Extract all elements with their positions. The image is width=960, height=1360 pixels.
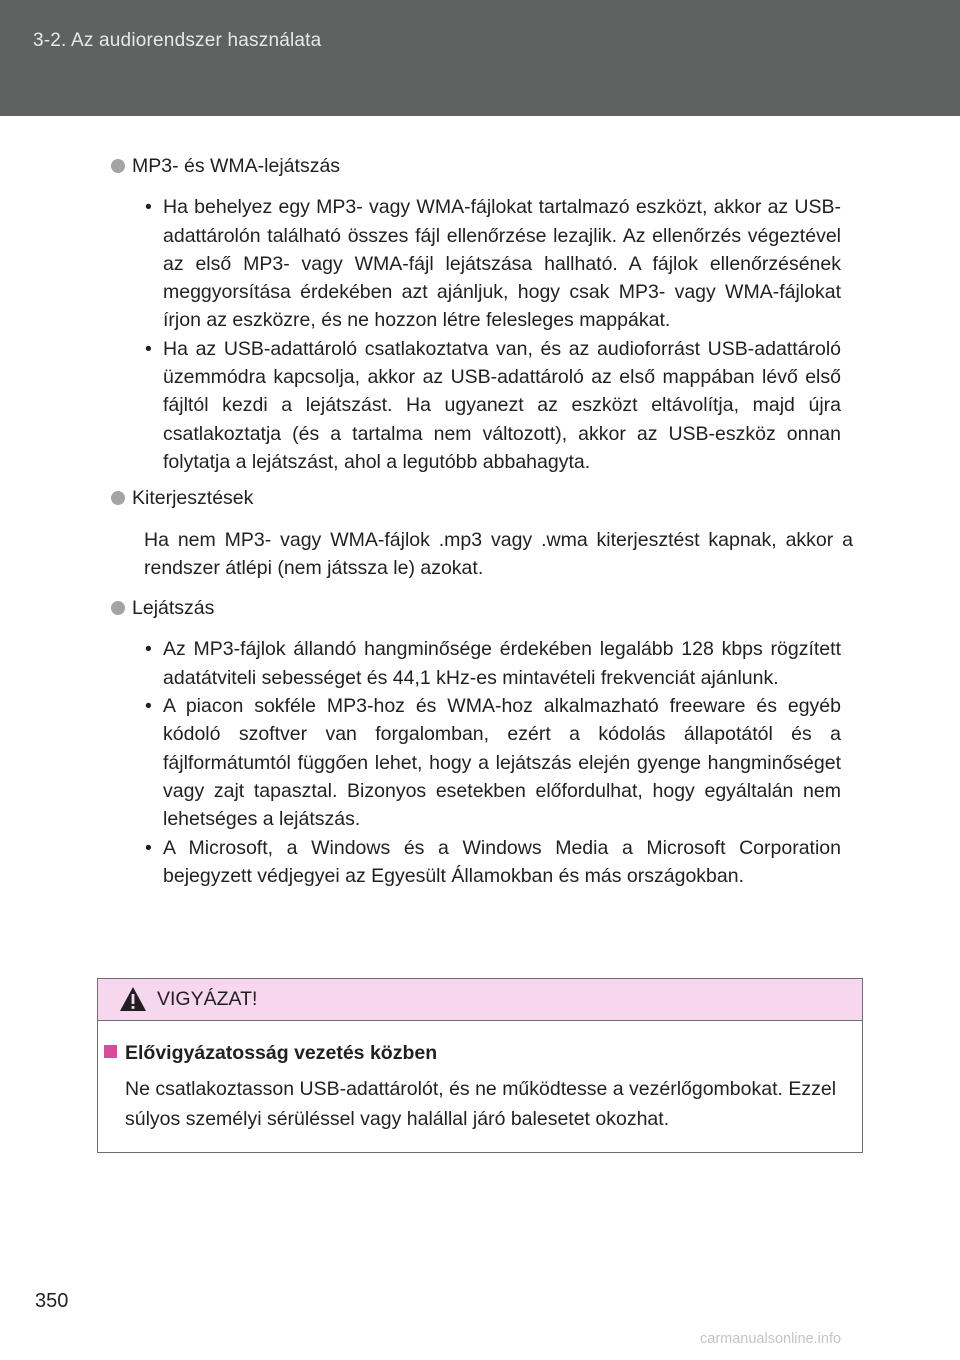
warning-triangle-icon (119, 986, 147, 1012)
warning-body (98, 1021, 862, 1134)
bullet-list-playback (111, 635, 853, 890)
bullet-circle-icon (111, 601, 125, 615)
chapter-title: 3-2. Az audiorendszer használata (33, 30, 322, 51)
section-heading-mp3-wma: MP3- és WMA-lejátszás (111, 152, 853, 180)
bullet-dot-icon: • (145, 196, 152, 219)
warning-header (98, 979, 862, 1021)
bullet-circle-icon (111, 159, 125, 173)
section-heading-playback: Lejátszás (111, 594, 853, 622)
section-heading-extensions: Kiterjesztések (111, 484, 853, 512)
bullet-dot-icon: • (145, 638, 152, 661)
bullet-dot-icon: • (145, 836, 152, 859)
bullet-dot-icon: • (145, 695, 152, 718)
bullet-list-mp3-wma (111, 193, 853, 476)
warning-text: Ne csatlakoztasson USB-adattárolót, és ne működtesse a vezérlőgombokat. Ezzel súlyos személyi sérüléssel vagy halállal járó balesetet okozhat. (125, 1078, 837, 1130)
list-item: • Ha behelyez egy MP3- vagy WMA-fájlokat tartalmazó eszközt, akkor az USB-adattárolón található összes fájl ellenőrzése lezajlik. Az ellenőrzés végeztével az első MP3- vagy WMA-fájl lejátszása hallható. A fájlok ellenőrzésének meggyorsítása érdekében azt ajánljuk, hogy csak MP3- vagy WMA-fájlokat írjon az eszközre, és ne hozzon létre felesleges mappákat. (147, 193, 853, 334)
page-header (0, 0, 960, 116)
list-item: • Az MP3-fájlok állandó hangminősége érdekében legalább 128 kbps rögzített adatátviteli sebességet és 44,1 kHz-es mintavételi frekvenciát ajánlunk. (147, 635, 853, 692)
bullet-circle-icon (111, 491, 125, 505)
square-bullet-icon (104, 1045, 117, 1058)
warning-box (97, 978, 863, 1153)
page-content (111, 152, 853, 898)
bullet-dot-icon: • (145, 337, 152, 360)
watermark: carmanualsonline.info (700, 1331, 842, 1347)
list-item: • Ha az USB-adattároló csatlakoztatva van, és az audioforrást USB-adattároló üzemmódra kapcsolja, akkor az USB-adattároló az első mappában lévő első fájltól kezdi a lejátszást. Ha ugyanezt az eszközt eltávolítja, majd újra csatlakoztatja (és a tartalma nem változott), akkor az USB-eszköz onnan folytatja a lejátszást, ahol a legutóbb abbahagyta. (147, 335, 853, 476)
extensions-paragraph: Ha nem MP3- vagy WMA-fájlok .mp3 vagy .wma kiterjesztést kapnak, akkor a rendszer átlépi (nem játssza le) azokat. (144, 528, 853, 579)
page-number: 350 (35, 1290, 69, 1312)
warning-subheading: Elővigyázatosság vezetés közben (104, 1038, 854, 1068)
list-item: • A Microsoft, a Windows és a Windows Media a Microsoft Corporation bejegyzett védjegyei az Egyesült Államokban és más országokban. (147, 834, 853, 891)
list-item: • A piacon sokféle MP3-hoz és WMA-hoz alkalmazható freeware és egyéb kódoló szoftver van forgalomban, ezért a kódolás állapotától és a fájlformátumtól függően lehet, hogy a lejátszás elején gyenge hangminőséget vagy zajt tapasztal. Bizonyos esetekben előfordulhat, hogy egyáltalán nem lehetséges a lejátszás. (147, 692, 853, 833)
warning-title: VIGYÁZAT! (157, 988, 258, 1010)
